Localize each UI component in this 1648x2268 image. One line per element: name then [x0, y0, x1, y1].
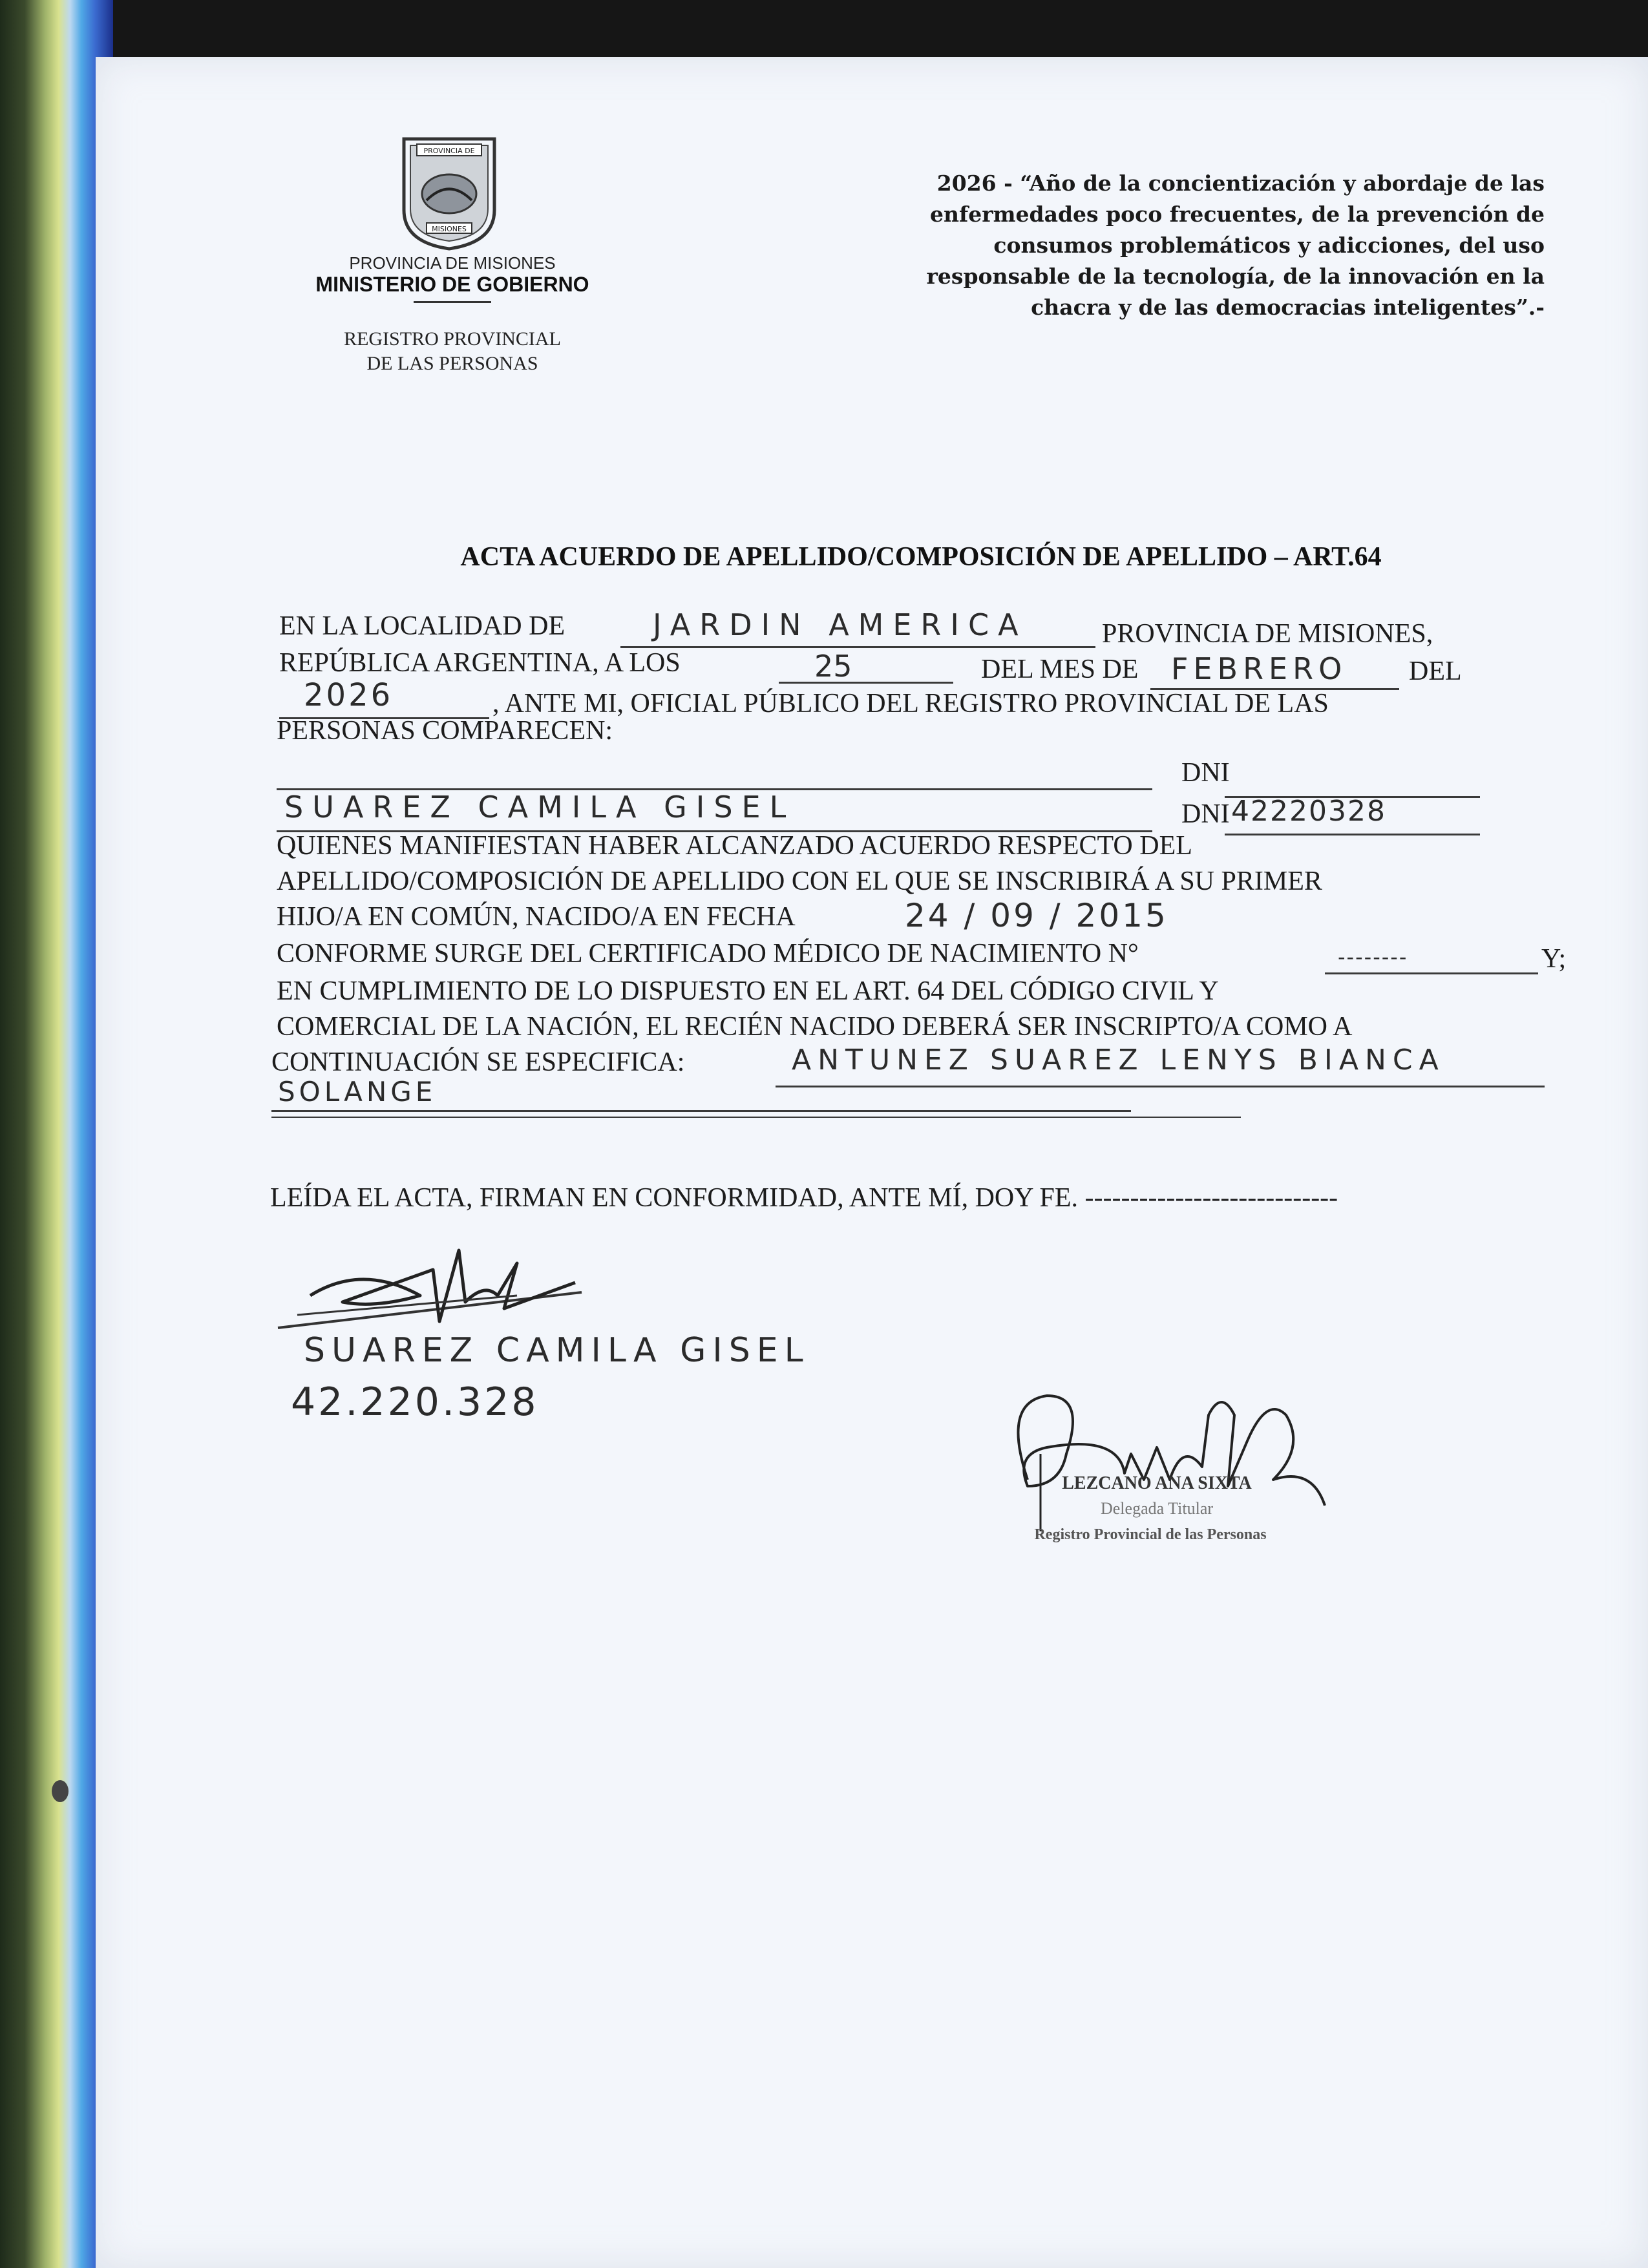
motto-line: 2026 - “Año de la concientización y abordaje de las [936, 171, 1545, 196]
body-line-del: DEL [1409, 656, 1462, 686]
province-line: PROVINCIA DE MISIONES [349, 253, 556, 273]
registry-line-2: DE LAS PERSONAS [366, 353, 538, 374]
dni-2-field-line [1225, 834, 1480, 835]
crest-text-bottom: MISIONES [432, 225, 467, 233]
document-page [96, 57, 1648, 2268]
dia-field-line [779, 682, 953, 684]
body-line-quienes: QUIENES MANIFIESTAN HABER ALCANZADO ACUERDO RESPECTO DEL [277, 831, 1192, 861]
registry-line-1: REGISTRO PROVINCIAL [344, 328, 561, 350]
firmante-nombre: SUAREZ CAMILA GISEL [304, 1331, 810, 1370]
motto-line: chacra y de las democracias inteligentes”.- [1031, 295, 1545, 320]
certificado-field-line [1325, 972, 1538, 974]
motto-line: consumos problemáticos y adicciones, del uso [993, 233, 1545, 258]
stamp-role: Delegada Titular [1100, 1499, 1214, 1518]
apellido-field-line-1 [776, 1086, 1545, 1087]
body-line-republica: REPÚBLICA ARGENTINA, A LOS [279, 648, 681, 678]
body-line-comparecen: PERSONAS COMPARECEN: [277, 716, 613, 746]
stamp-name: LEZCANO ANA SIXTA [1062, 1473, 1252, 1493]
dia-handwritten: 25 [814, 649, 852, 684]
compareciente-2-handwritten: SUAREZ CAMILA GISEL [284, 790, 796, 824]
body-line-y: Y; [1541, 944, 1567, 974]
firmante-dni: 42.220.328 [291, 1380, 539, 1425]
dni-label-1: DNI [1181, 758, 1230, 788]
body-line-ante-mi: , ANTE MI, OFICIAL PÚBLICO DEL REGISTRO PROVINCIAL DE LAS [492, 689, 1329, 719]
localidad-field-line [620, 646, 1095, 648]
signature-oficial-icon [989, 1376, 1351, 1544]
body-line-certificado: CONFORME SURGE DEL CERTIFICADO MÉDICO DE NACIMIENTO N° [277, 939, 1139, 969]
closing-statement: LEÍDA EL ACTA, FIRMAN EN CONFORMIDAD, ANTE MÍ, DOY FE. ---------------------------- [270, 1183, 1338, 1213]
apellido-field-line-3 [271, 1117, 1241, 1118]
punch-hole [52, 1780, 69, 1802]
motto-line: responsable de la tecnología, de la innovación en la [926, 264, 1545, 289]
body-line-localidad: EN LA LOCALIDAD DE [279, 611, 565, 641]
body-line-hijo: HIJO/A EN COMÚN, NACIDO/A EN FECHA [277, 902, 796, 932]
document-title: ACTA ACUERDO DE APELLIDO/COMPOSICIÓN DE APELLIDO – ART.64 [460, 542, 1382, 572]
year-motto [821, 168, 1545, 323]
body-line-comercial: COMERCIAL DE LA NACIÓN, EL RECIÉN NACIDO DEBERÁ SER INSCRIPTO/A COMO A [277, 1012, 1353, 1042]
apellido-field-line-2 [271, 1110, 1131, 1112]
dni-label-2: DNI [1181, 799, 1230, 829]
provincial-crest-icon [391, 132, 507, 252]
dni-2-handwritten: 42220328 [1231, 795, 1386, 828]
apellido-handwritten-2: SOLANGE [278, 1076, 437, 1108]
body-line-provincia: PROVINCIA DE MISIONES, [1102, 619, 1433, 649]
scanner-top-shadow [113, 0, 1648, 57]
mes-handwritten: FEBRERO [1171, 651, 1347, 686]
anio-handwritten: 2026 [304, 677, 394, 713]
stamp-office: Registro Provincial de las Personas [1034, 1526, 1267, 1543]
header-divider [414, 301, 491, 303]
body-line-continuacion: CONTINUACIÓN SE ESPECIFICA: [271, 1047, 685, 1077]
apellido-handwritten-1: ANTUNEZ SUAREZ LENYS BIANCA [792, 1044, 1445, 1076]
fecha-nacimiento-handwritten: 24 / 09 / 2015 [905, 897, 1168, 934]
localidad-handwritten: JARDIN AMERICA [653, 607, 1028, 642]
body-line-mes: DEL MES DE [981, 655, 1139, 684]
crest-text-top: PROVINCIA DE [423, 147, 475, 155]
motto-line: enfermedades poco frecuentes, de la prevención de [930, 202, 1545, 227]
certificado-handwritten: -------- [1338, 945, 1408, 969]
body-line-cumplimiento: EN CUMPLIMIENTO DE LO DISPUESTO EN EL ART. 64 DEL CÓDIGO CIVIL Y [277, 976, 1219, 1006]
body-line-apellido: APELLIDO/COMPOSICIÓN DE APELLIDO CON EL QUE SE INSCRIBIRÁ A SU PRIMER [277, 866, 1322, 896]
ministry-name: MINISTERIO DE GOBIERNO [315, 273, 589, 296]
